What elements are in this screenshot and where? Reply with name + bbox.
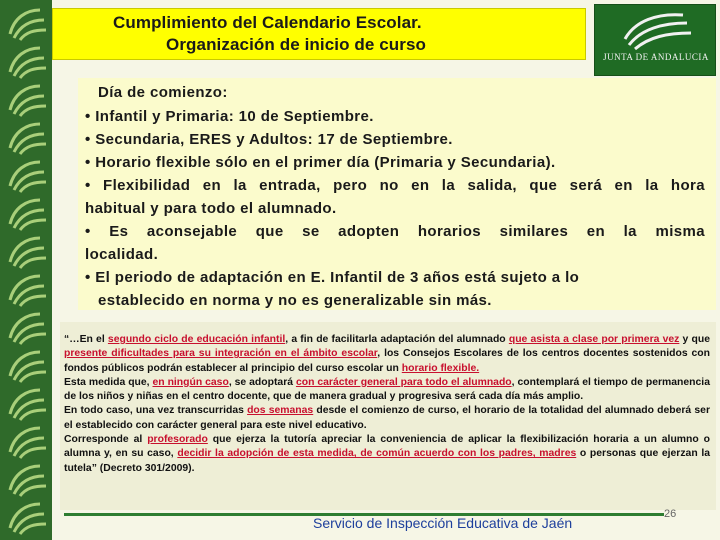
leaf-icon	[0, 4, 52, 42]
main-line-8: localidad.	[85, 246, 159, 263]
highlighted-phrase: horario flexible.	[401, 362, 480, 374]
leaf-icon	[0, 232, 52, 270]
leaf-icon	[0, 156, 52, 194]
main-line-6: habitual y para todo el alumnado.	[85, 200, 337, 217]
leaf-icon	[0, 346, 52, 384]
leaf-icon	[0, 118, 52, 156]
leaf-icon	[0, 460, 52, 498]
leaf-icon	[0, 80, 52, 118]
junta-andalucia-logo	[594, 4, 716, 76]
title-banner	[52, 8, 586, 60]
main-line-4: • Horario flexible sólo en el primer día (Primaria y Secundaria).	[85, 154, 556, 171]
highlighted-phrase: segundo ciclo de educación infantil	[107, 334, 286, 345]
quote-segment: En todo caso, una vez transcurridas	[64, 405, 248, 417]
quote-segment: Esta medida que,	[64, 376, 153, 388]
main-line-1: Día de comienzo:	[98, 84, 228, 101]
highlighted-phrase: presente dificultades para su integración en el ámbito escolar	[64, 348, 378, 360]
highlighted-phrase: con carácter general para todo el alumnado	[295, 376, 512, 388]
page-number: 26	[664, 508, 677, 520]
main-line-5: • Flexibilidad en la entrada, pero no en la salida, que será en la hora	[85, 177, 705, 194]
leaf-icon	[0, 308, 52, 346]
decree-quote-text	[64, 333, 710, 476]
quote-segment: que ejerza la tutoría apreciar la conveniencia de aplicar la flexibilización horaria a un alumno o alumna y, en su caso,	[64, 434, 711, 460]
main-line-9: • El periodo de adaptación en E. Infantil de 3 años está sujeto a lo	[85, 269, 580, 286]
leaf-icon	[0, 42, 52, 80]
highlighted-phrase: dos semanas	[247, 405, 314, 417]
quote-segment: , a fin de facilitarla adaptación del alumnado	[285, 334, 509, 345]
leaf-icon	[0, 270, 52, 308]
main-line-7: • Es aconsejable que se adopten horarios similares en la misma	[85, 223, 705, 240]
title-line-1: Cumplimiento del Calendario Escolar.	[113, 13, 422, 32]
main-line-3: • Secundaria, ERES y Adultos: 17 de Septiembre.	[85, 131, 453, 148]
leaf-icon	[0, 422, 52, 460]
highlighted-phrase: en ningún caso	[152, 376, 229, 388]
logo-emblem-icon	[595, 5, 717, 53]
quote-segment: , los Consejos Escolares de los centros docentes sostenidos con fondos públicos podrán establecer al principio del curso escolar un	[64, 348, 711, 374]
quote-segment: desde el comienzo de curso, el horario de la totalidad del alumnado deberá ser el establecido con carácter general para este nivel educativo.	[64, 405, 710, 431]
main-line-10: establecido en norma y no es generalizable sin más.	[98, 292, 492, 309]
highlighted-phrase: que asista a clase por primera vez	[508, 334, 680, 345]
decorative-leaf-strip	[0, 0, 52, 540]
main-line-2: • Infantil y Primaria: 10 de Septiembre.	[85, 108, 374, 125]
quote-segment: o personas que ejerzan la tutela” (Decreto 301/2009).	[64, 448, 710, 474]
title-line-2: Organización de inicio de curso	[166, 35, 427, 54]
logo-text: JUNTA DE ANDALUCIA	[603, 52, 709, 62]
leaf-icon	[0, 384, 52, 422]
highlighted-phrase: profesorado	[147, 434, 208, 446]
leaf-icon	[0, 194, 52, 232]
footer-service-name: Servicio de Inspección Educativa de Jaén	[313, 515, 573, 531]
quote-segment: y que	[679, 334, 710, 345]
quote-segment: , se adoptará	[228, 376, 296, 388]
quote-segment: “…En el	[64, 334, 108, 345]
highlighted-phrase: decidir la adopción de esta medida, de común acuerdo con los padres, madres	[177, 448, 577, 460]
quote-segment: , contemplará el tiempo de permanencia de los niños y niñas en el centro docente, que de manera gradual y progresiva será cada día más amplio.	[64, 376, 710, 403]
quote-segment: Corresponde al	[64, 434, 148, 446]
leaf-icon	[0, 498, 52, 536]
